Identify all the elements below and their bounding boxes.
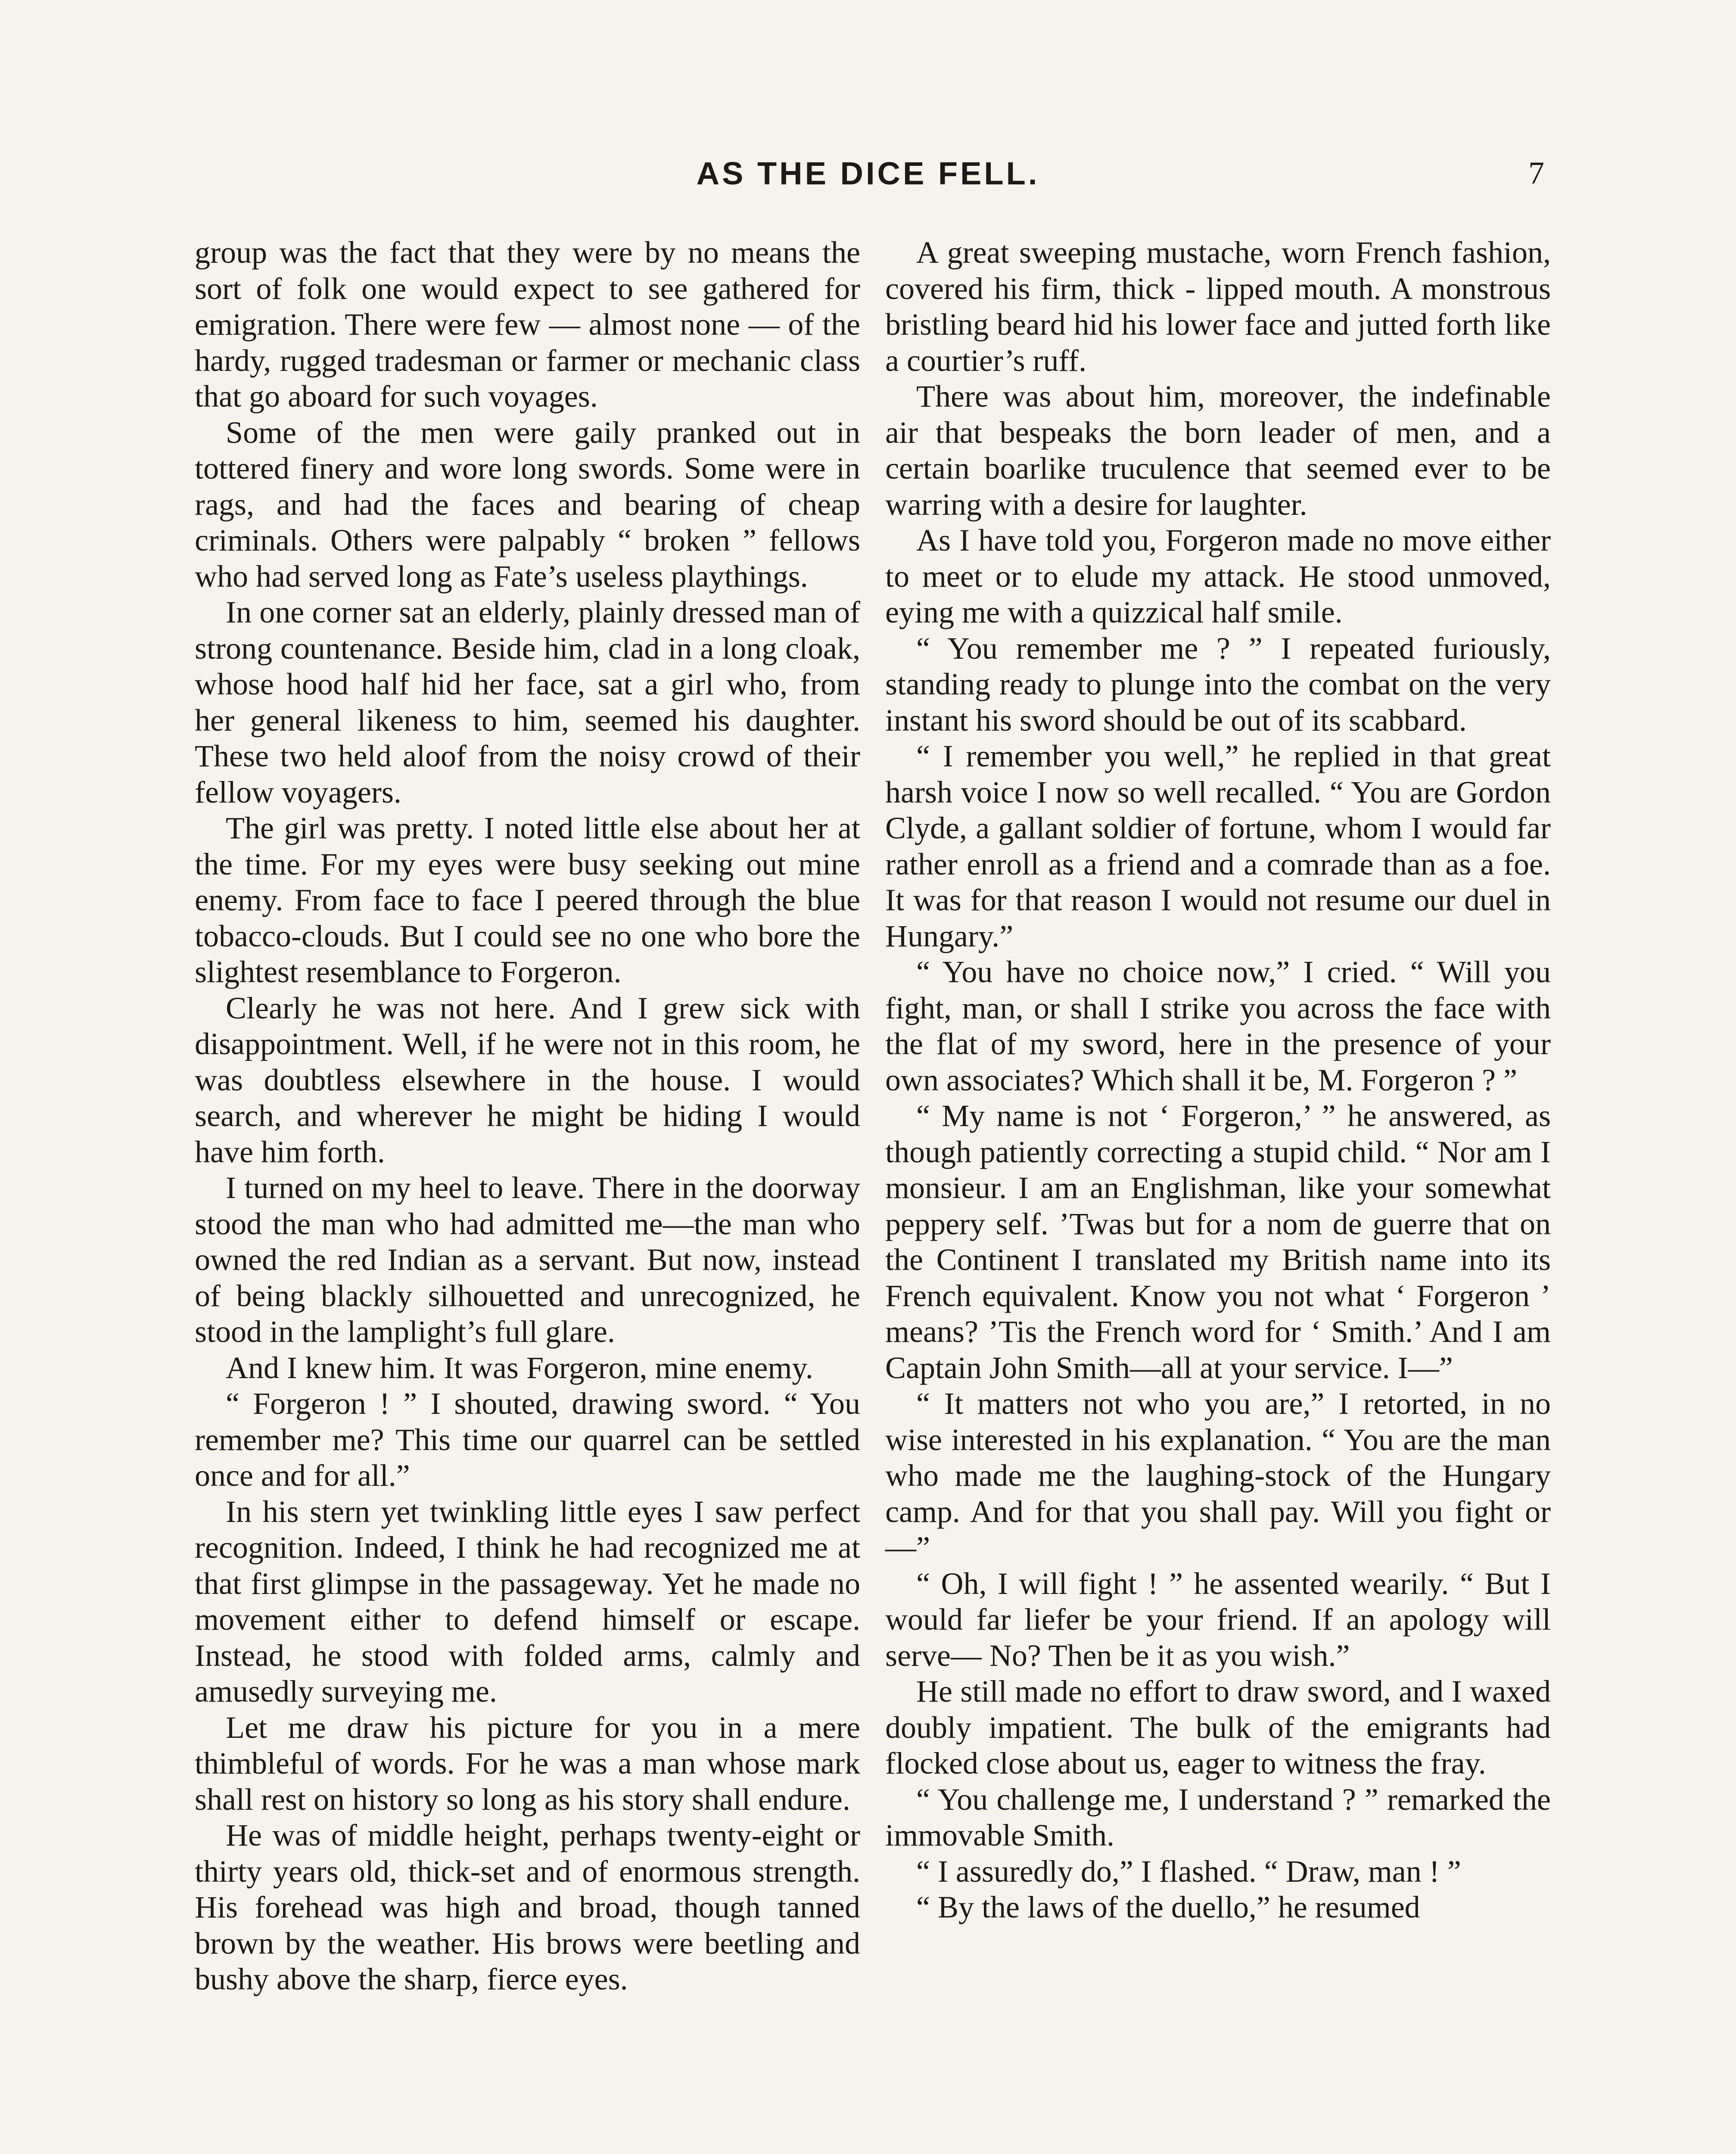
- paragraph: I turned on my heel to leave. There in the doorway stood the man who had admitted me—the man who owned the red Indian as a servant. But now, instead of being blackly silhouetted and unrecognized, he stood in the lamplight’s full glare.: [195, 1170, 860, 1349]
- paragraph: He was of middle height, perhaps twenty-eight or thirty years old, thick-set and of enormous strength. His forehead was high and broad, though tanned brown by the weather. His brows were beetling and bushy above the sharp, fierce eyes.: [195, 1818, 860, 1996]
- paragraph: “ Oh, I will fight ! ” he assented wearily. “ But I would far liefer be your friend. If an apology will serve— No? Then be it as you wish.”: [885, 1566, 1551, 1673]
- paragraph: There was about him, moreover, the indefinable air that bespeaks the born leader of men, and a certain boarlike truculence that seemed ever to be warring with a desire for laughter.: [885, 379, 1551, 522]
- paragraph: “ I remember you well,” he replied in that great harsh voice I now so well recalled. “ You are Gordon Clyde, a gallant soldier of fortune, whom I would far rather enroll as a friend and a comrade than as a foe. It was for that reason I would not resume our duel in Hungary.”: [885, 739, 1551, 953]
- paragraph: “ It matters not who you are,” I retorted, in no wise interested in his explanation. “ You are the man who made me the laughing-stock of the Hungary camp. And for that you shall pay. Will you fight or—”: [885, 1386, 1551, 1565]
- page-number: 7: [1528, 156, 1544, 191]
- running-title: AS THE DICE FELL.: [696, 156, 1040, 191]
- paragraph: The girl was pretty. I noted little else about her at the time. For my eyes were busy seeking out mine enemy. From face to face I peered through the blue tobacco-clouds. But I could see no one who bore the slightest resemblance to Forgeron.: [195, 811, 860, 989]
- right-column: [885, 235, 1551, 1926]
- paragraph: In his stern yet twinkling little eyes I saw perfect recognition. Indeed, I think he had recognized me at that first glimpse in the passageway. Yet he made no movement either to defend himself or escape. Instead, he stood with folded arms, calmly and amusedly surveying me.: [195, 1494, 860, 1709]
- paragraph: Some of the men were gaily pranked out in tottered finery and wore long swords. Some were in rags, and had the faces and bearing of cheap criminals. Others were palpably “ broken ” fellows who had served long as Fate’s useless playthings.: [195, 415, 860, 594]
- paragraph: Let me draw his picture for you in a mere thimbleful of words. For he was a man whose mark shall rest on history so long as his story shall endure.: [195, 1710, 860, 1817]
- paragraph: “ You remember me ? ” I repeated furiously, standing ready to plunge into the combat on the very instant his sword should be out of its scabbard.: [885, 631, 1551, 738]
- paragraph: As I have told you, Forgeron made no move either to meet or to elude my attack. He stood unmoved, eying me with a quizzical half smile.: [885, 523, 1551, 629]
- paragraph: A great sweeping mustache, worn French fashion, covered his firm, thick - lipped mouth. A monstrous bristling beard hid his lower face and jutted forth like a courtier’s ruff.: [885, 235, 1551, 378]
- paragraph: “ By the laws of the duello,” he resumed: [916, 1890, 1420, 1924]
- paragraph: “ You challenge me, I understand ? ” remarked the immovable Smith.: [885, 1782, 1551, 1852]
- paragraph: “ Forgeron ! ” I shouted, drawing sword. “ You remember me? This time our quarrel can be settled once and for all.”: [195, 1386, 860, 1493]
- paragraph: group was the fact that they were by no means the sort of folk one would expect to see gathered for emigration. There were few — almost none — of the hardy, rugged tradesman or farmer or mechanic class that go aboard for such voyages.: [195, 235, 860, 414]
- paragraph: In one corner sat an elderly, plainly dressed man of strong countenance. Beside him, clad in a long cloak, whose hood half hid her face, sat a girl who, from her general likeness to him, seemed his daughter. These two held aloof from the noisy crowd of their fellow voyagers.: [195, 595, 860, 809]
- paragraph: And I knew him. It was Forgeron, mine enemy.: [226, 1350, 813, 1385]
- paragraph: “ My name is not ‘ Forgeron,’ ” he answered, as though patiently correcting a stupid child. “ Nor am I monsieur. I am an Englishman, like your somewhat peppery self. ’Twas but for a nom de guerre that on the Continent I translated my British name into its French equivalent. Know you not what ‘ Forgeron ’ means? ’Tis the French word for ‘ Smith.’ And I am Captain John Smith—all at your service. I—”: [885, 1099, 1551, 1385]
- paragraph: “ You have no choice now,” I cried. “ Will you fight, man, or shall I strike you across the face with the flat of my sword, here in the presence of your own associates? Which shall it be, M. Forgeron ? ”: [885, 955, 1551, 1097]
- paragraph: “ I assuredly do,” I flashed. “ Draw, man ! ”: [916, 1854, 1461, 1889]
- paragraph: Clearly he was not here. And I grew sick with disappointment. Well, if he were not in this room, he was doubtless elsewhere in the house. I would search, and wherever he might be hiding I would have him forth.: [195, 990, 860, 1169]
- paragraph: He still made no effort to draw sword, and I waxed doubly impatient. The bulk of the emigrants had flocked close about us, eager to witness the fray.: [885, 1674, 1551, 1780]
- left-column: [195, 235, 860, 1998]
